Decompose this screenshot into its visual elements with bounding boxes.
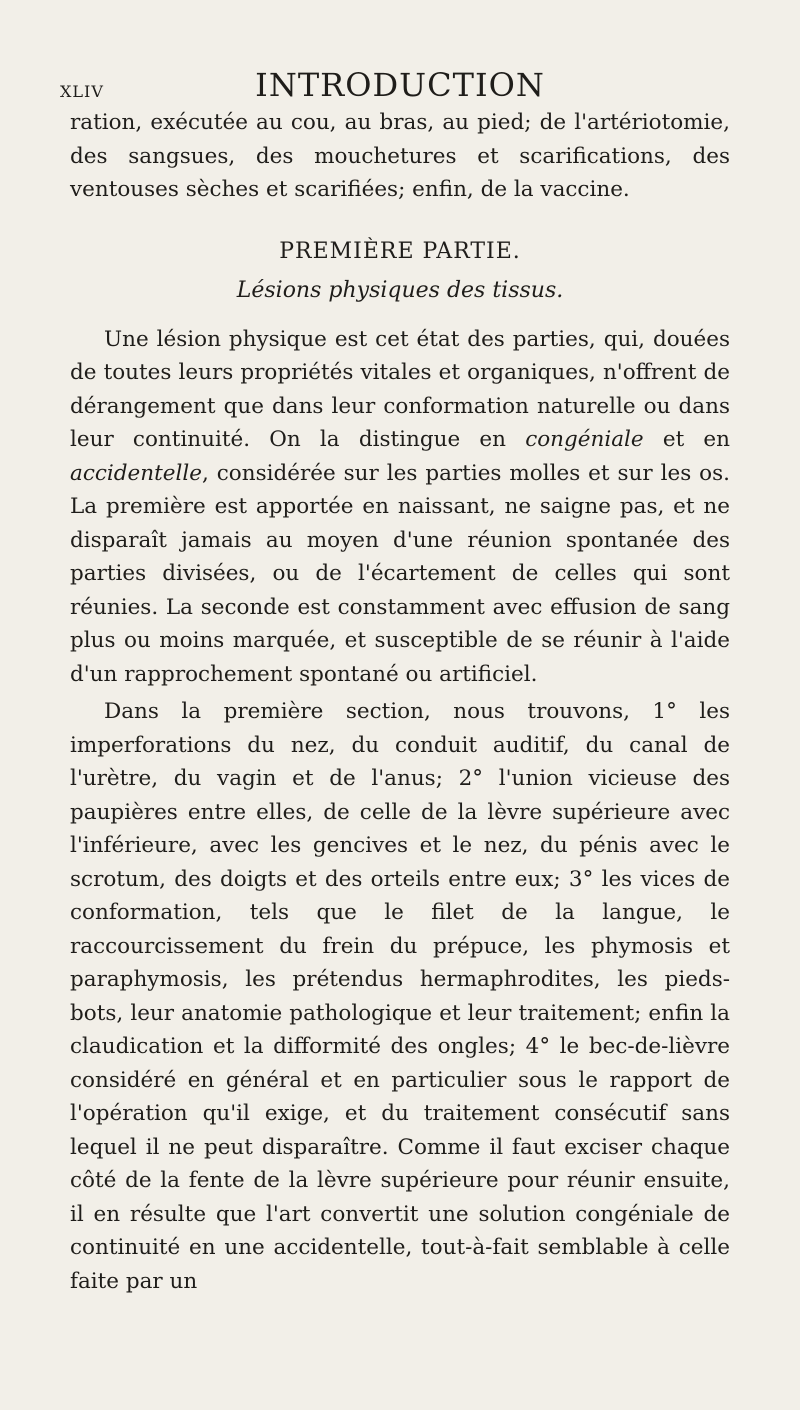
- text-run: Une lésion physique est cet état des parties, qui, douées de toutes leurs propriétés vitales et organiques, n'offrent de dérangement que dans leur conformation naturelle ou dans leur continuité. On la distingue en: [70, 326, 730, 452]
- running-title: INTRODUCTION: [255, 66, 545, 104]
- part-title: PREMIÈRE PARTIE.: [279, 238, 521, 264]
- term-accidentelle: accidentelle: [70, 460, 202, 486]
- running-head: [60, 60, 730, 104]
- paragraph-lesion-definition: [70, 323, 730, 692]
- text-run: et en: [643, 427, 731, 452]
- term-congeniale: congéniale: [525, 427, 644, 452]
- paragraph-first-section: Dans la première section, nous trouvons, 1° les imperforations du nez, du conduit auditif, du canal de l'urètre, du vagin et de l'anus; 2° l'union vicieuse des paupières entre elles, de celle de la lèvre supérieure avec l'inférieure, avec les gencives et le nez, du pénis avec le scrotum, des doigts et des orteils entre eux; 3° les vices de conformation, tels que le filet de la langue, le raccourcissement du frein du prépuce, les phymosis et paraphymosis, les prétendus hermaphrodites, les pieds-bots, leur anatomie pathologique et leur traitement; enfin la claudication et la difformité des ongles; 4° le bec-de-lièvre considéré en général et en particulier sous le rapport de l'opération qu'il exige, et du traitement consécutif sans lequel il ne peut disparaître. Comme il faut exciser chaque côté de la fente de la lèvre supérieure pour réunir ensuite, il en résulte que l'art convertit une solution congéniale de continuité en une accidentelle, tout-à-fait semblable à celle faite par un: [70, 699, 730, 1294]
- section-title: Lésions physiques des tissus.: [236, 277, 564, 303]
- text-run: , considérée sur les parties molles et sur les os. La première est apportée en naissant, ne saigne pas, et ne disparaît jamais au moyen d'une réunion spontanée des parties divisées, ou de l'écartement de celles qui sont réunies. La seconde est constamment avec effusion de sang plus ou moins marquée, et susceptible de se réunir à l'aide d'un rapprochement spontané ou artificiel.: [70, 460, 730, 687]
- page-number: XLIV: [60, 82, 104, 101]
- paragraph-continuation: ration, exécutée au cou, au bras, au pied; de l'artériotomie, des sangsues, des mouchetures et scarifications, des ventouses sèches et scarifiées; enfin, de la vaccine.: [70, 110, 730, 202]
